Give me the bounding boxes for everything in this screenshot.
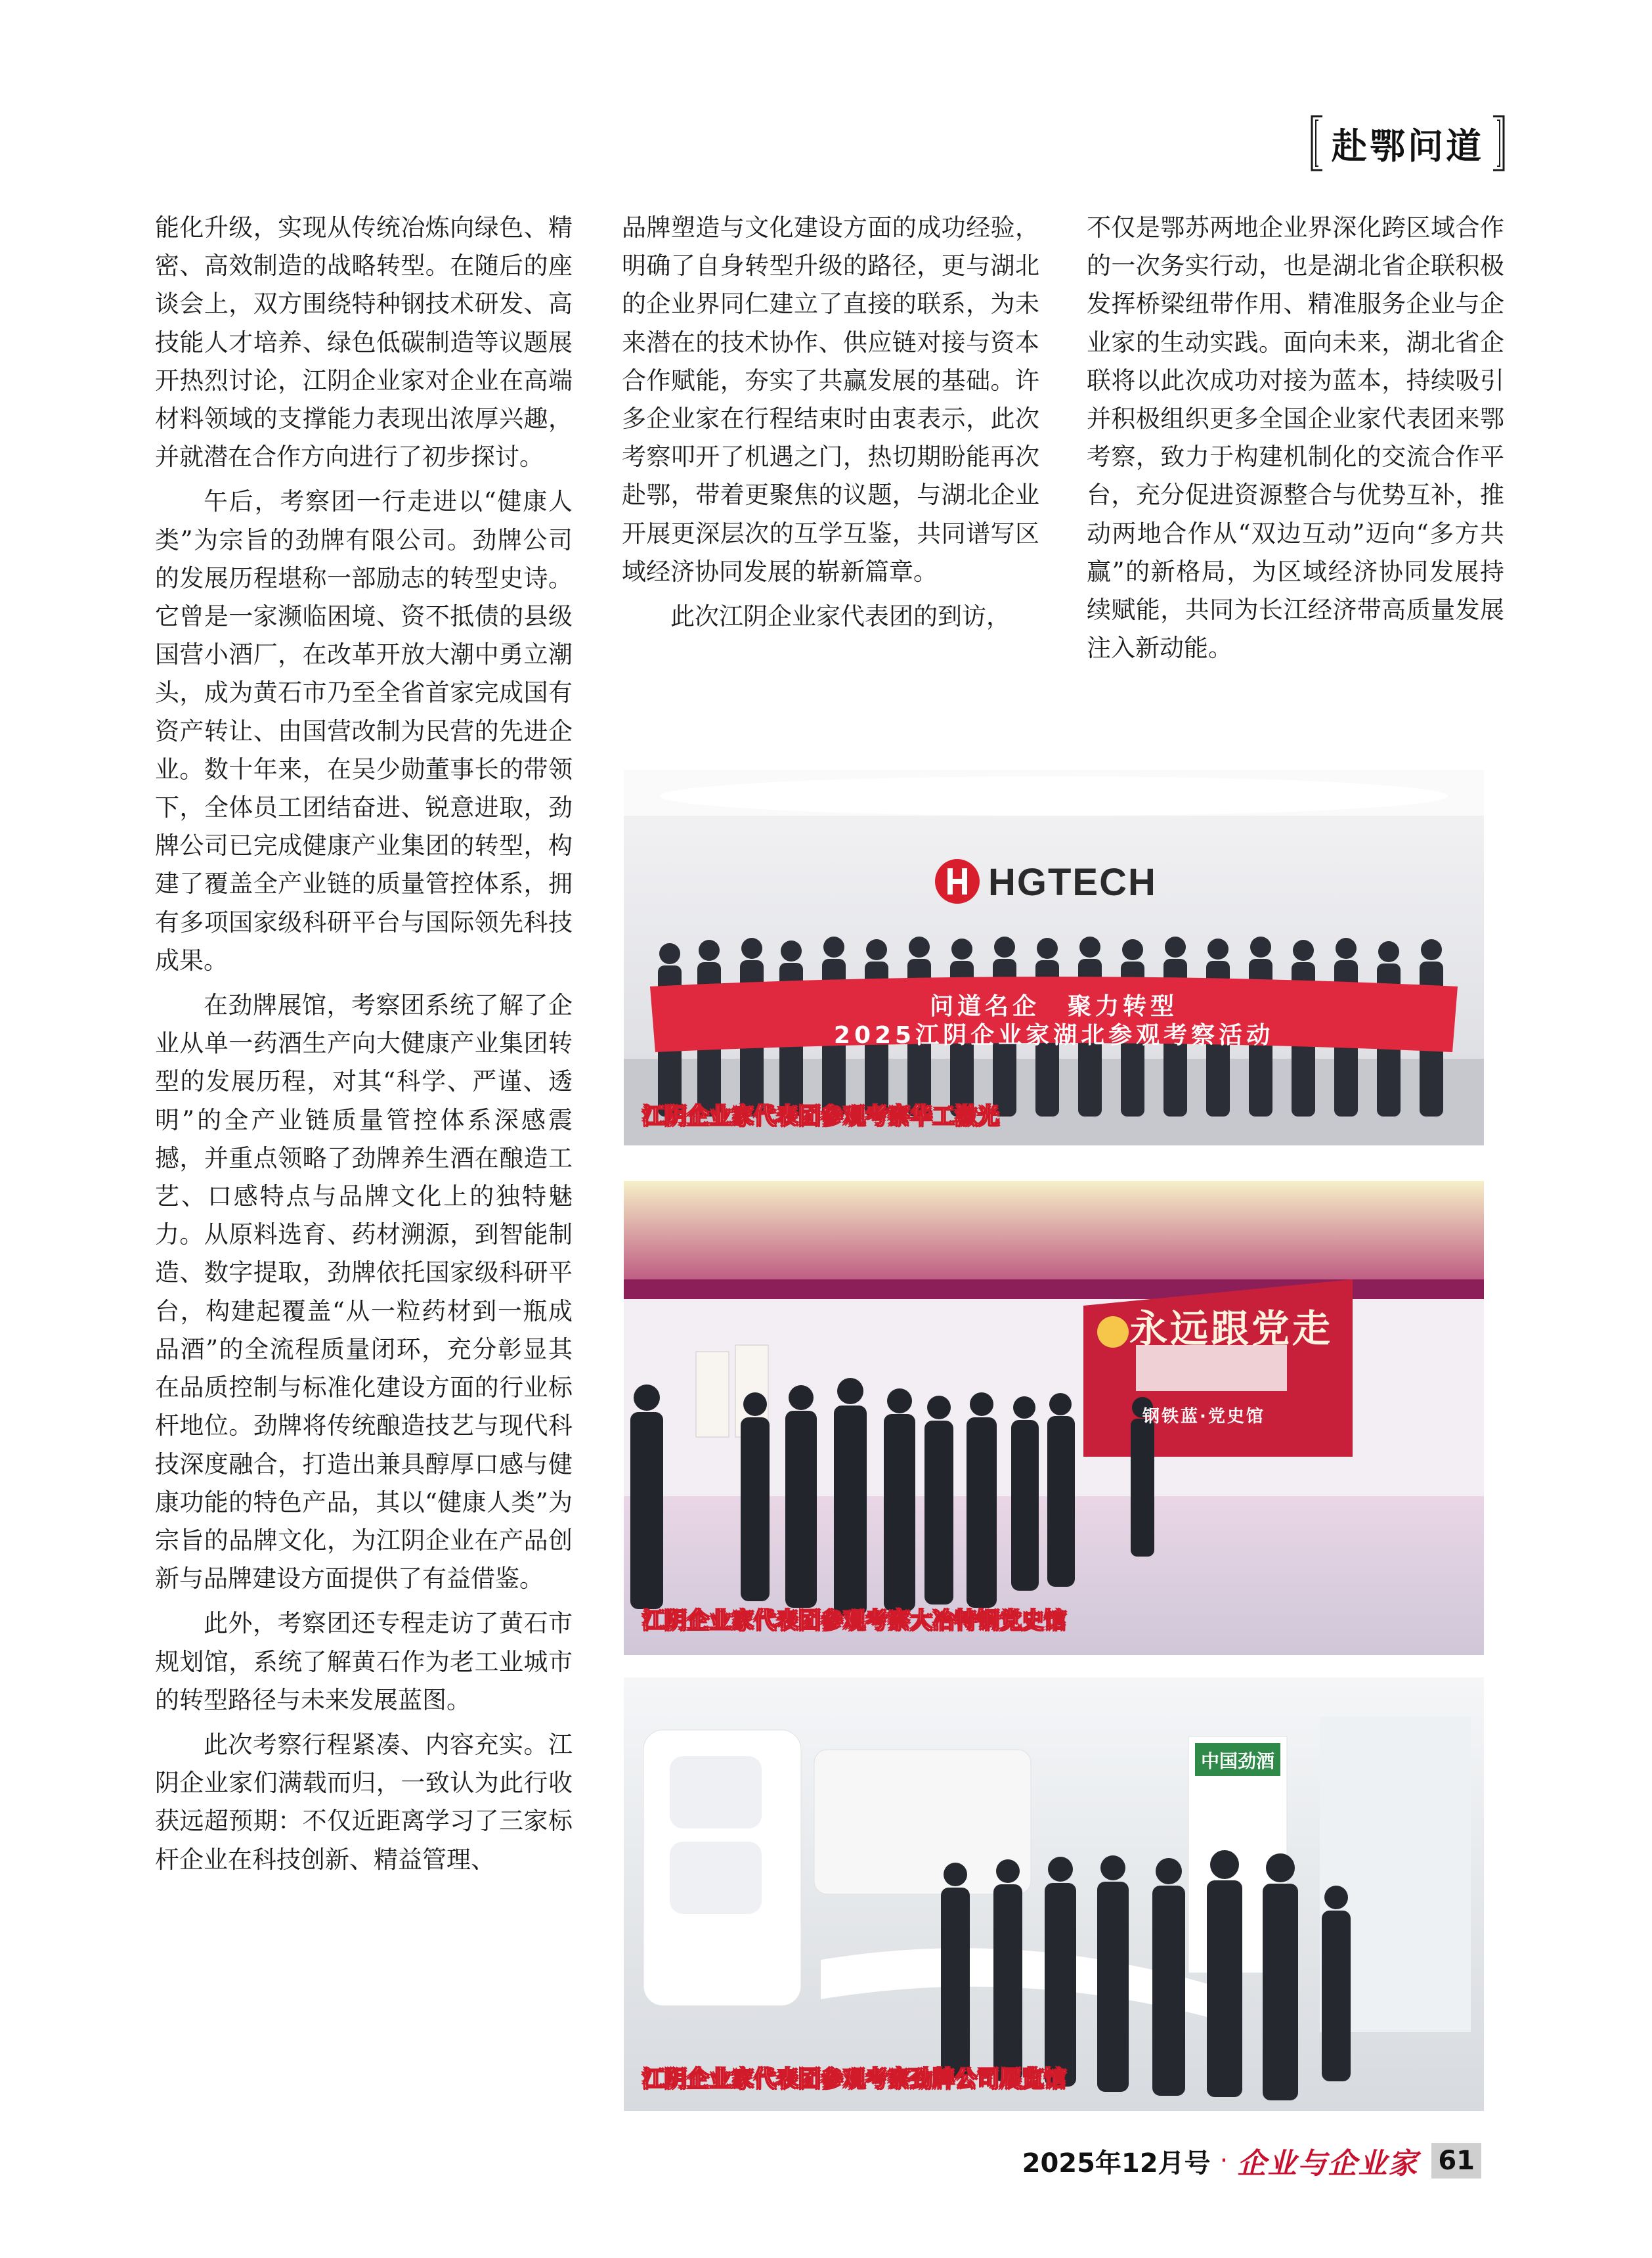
text-column-1: [155, 209, 573, 1879]
issue-date: 2025年12月号: [1022, 2148, 1211, 2179]
hgtech-logo-text: HGTECH: [988, 861, 1157, 904]
paragraph: 不仅是鄂苏两地企业界深化跨区域合作的一次务实行动，也是湖北省企联积极发挥桥梁纽带作用、精准服务企业与企业家的生动实践。面向未来，湖北省企联将以此次成功对接为蓝本，持续吸引并积极组织更多全国企业家代表团来鄂考察，致力于构建机制化的交流合作平台，充分促进资源整合与优势互补，推动两地合作从“双边互动”迈向“多方共赢”的新格局，为区域经济协同发展持续赋能，共同为长江经济带高质量发展注入新动能。: [1087, 213, 1504, 663]
photo-exhibition-illustration: [624, 1677, 1484, 2111]
wall-subtitle: 钢铁蓝·党史馆: [1142, 1407, 1265, 1427]
banner-line-2: 2025江阴企业家湖北参观考察活动: [833, 1022, 1274, 1049]
section-title: 赴鄂问道: [1332, 125, 1484, 167]
paragraph: 此外，考察团还专程走访了黄石市规划馆，系统了解黄石作为老工业城市的转型路径与未来发展蓝图。: [155, 1609, 573, 1714]
booth-sign: 中国劲酒: [1200, 1750, 1274, 1772]
photo-caption: 江阴企业家代表团参观考察华工激光: [642, 1103, 999, 1130]
paragraph: 此次江阴企业家代表团的到访，: [670, 602, 1011, 631]
left-bracket-icon: [1305, 114, 1325, 173]
photo-party-history-hall: [624, 1181, 1484, 1655]
right-bracket-icon: [1490, 114, 1510, 173]
photo-jinpai-exhibition: [624, 1677, 1484, 2111]
paragraph: 午后，考察团一行走进以“健康人类”为宗旨的劲牌有限公司。劲牌公司的发展历程堪称一部励志的转型史诗。它曾是一家濒临困境、资不抵债的县级国营小酒厂，在改革开放大潮中勇立潮头，成为黄石市乃至全省首家完成国有资产转让、由国营改制为民营的先进企业。数十年来，在吴少勋董事长的带领下，全体员工团结奋进、锐意进取，劲牌公司已完成健康产业集团的转型，构建了覆盖全产业链的质量管控体系，拥有多项国家级科研平台与国际领先科技成果。: [155, 487, 573, 975]
section-tag: [1305, 110, 1510, 176]
paragraph: 此次考察行程紧凑、内容充实。江阴企业家们满载而归，一致认为此行收获远超预期：不仅近距离学习了三家标杆企业在科技创新、精益管理、: [155, 1730, 573, 1874]
banner-line-1: 问道名企 聚力转型: [929, 993, 1178, 1020]
photo-caption: 江阴企业家代表团参观考察劲牌公司展览馆: [642, 2066, 1066, 2092]
paragraph: 能化升级，实现从传统冶炼向绿色、精密、高效制造的战略转型。在随后的座谈会上，双方围绕特种钢技术研发、高技能人才培养、绿色低碳制造等议题展开热烈讨论，江阴企业家对企业在高端材料领域的支撑能力表现出浓厚兴趣，并就潜在合作方向进行了初步探讨。: [155, 213, 573, 472]
photo-caption: 江阴企业家代表团参观考察大冶特钢党史馆: [642, 1608, 1066, 1634]
hgtech-logo-icon: [935, 859, 980, 904]
wall-title: 永远跟党走: [1129, 1306, 1334, 1351]
paragraph: 品牌塑造与文化建设方面的成功经验，明确了自身转型升级的路径，更与湖北的企业界同仁建立了直接的联系，为未来潜在的技术协作、供应链对接与资本合作赋能，夯实了共赢发展的基础。许多企业家在行程结束时由衷表示，此次考察叩开了机遇之门，热切期盼能再次赴鄂，带着更聚焦的议题，与湖北企业开展更深层次的互学互鉴，共同谱写区域经济协同发展的崭新篇章。: [622, 213, 1039, 586]
page-footer: [1022, 2140, 1481, 2182]
paragraph: 在劲牌展馆，考察团系统了解了企业从单一药酒生产向大健康产业集团转型的发展历程，对其“科学、严谨、透明”的全产业链质量管控体系深感震撼，并重点领略了劲牌养生酒在酿造工艺、口感特点与品牌文化上的独特魅力。从原料选育、药材溯源，到智能制造、数字提取，劲牌依托国家级科研平台，构建起覆盖“从一粒药材到一瓶成品酒”的全流程质量闭环，充分彰显其在品质控制与标准化建设方面的行业标杆地位。劲牌将传统酿造技艺与现代科技深度融合，打造出兼具醇厚口感与健康功能的特色产品，其以“健康人类”为宗旨的品牌文化，为江阴企业在产品创新与品牌建设方面提供了有益借鉴。: [155, 991, 573, 1593]
magazine-title: 企业与企业家: [1237, 2147, 1419, 2181]
separator-dot-icon: ·: [1219, 2146, 1228, 2176]
page-number: 61: [1431, 2143, 1481, 2179]
photo-hgtech-visit: [624, 770, 1484, 1145]
photo-hgtech-illustration: [624, 770, 1484, 1145]
text-column-2: [622, 209, 1039, 636]
photo-hall-illustration: [624, 1181, 1484, 1655]
text-column-3: [1087, 209, 1504, 667]
